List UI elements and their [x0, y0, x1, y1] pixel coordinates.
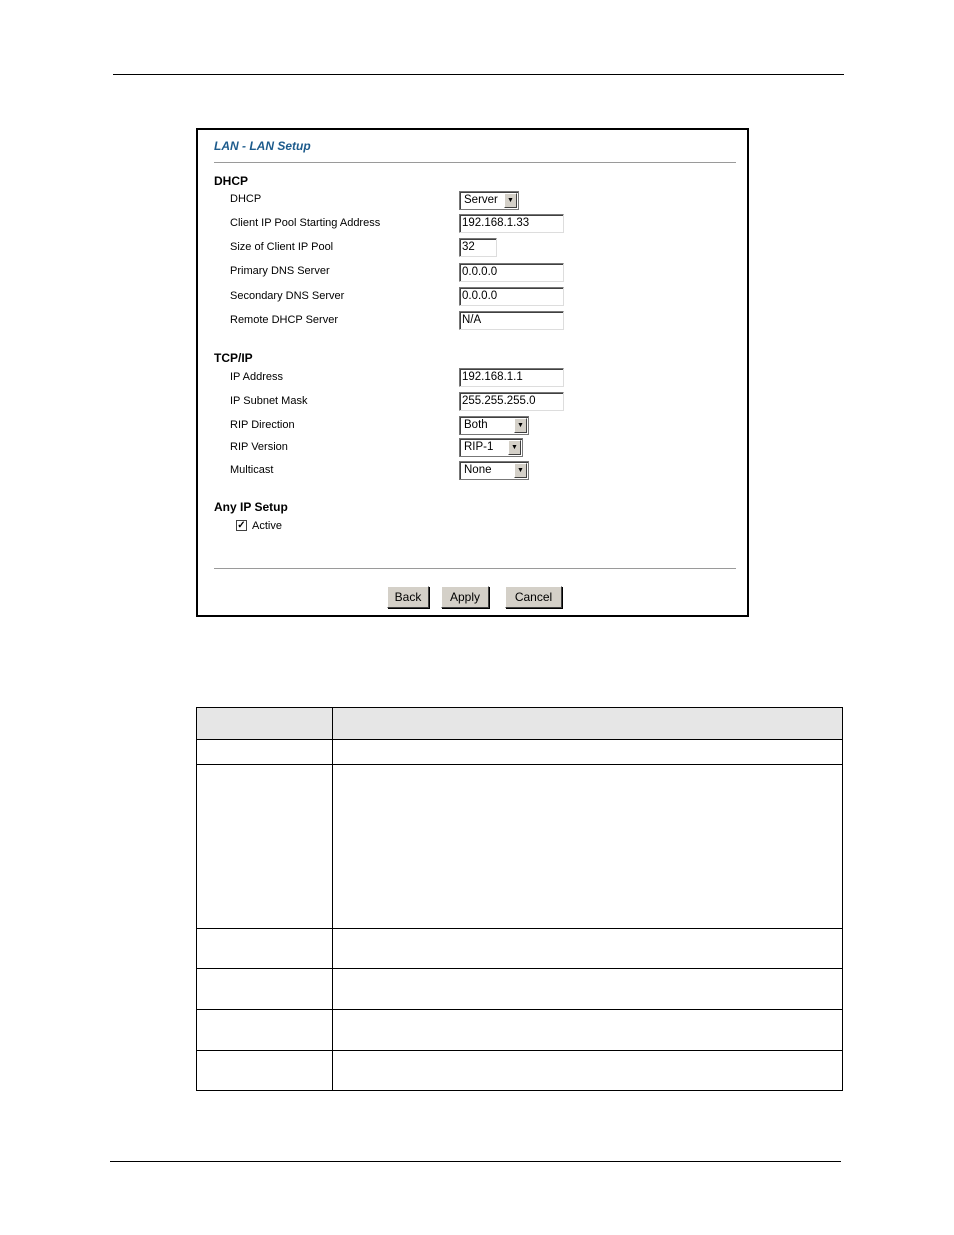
chevron-down-icon[interactable]: ▼: [508, 440, 521, 455]
table-row: [197, 1051, 843, 1091]
primary-dns-input[interactable]: 0.0.0.0: [459, 263, 564, 282]
table-cell: [333, 1051, 843, 1091]
pool-size-input[interactable]: 32: [459, 238, 497, 257]
multicast-label: Multicast: [230, 464, 274, 476]
primary-dns-label: Primary DNS Server: [230, 265, 330, 277]
table-header-cell: [333, 708, 843, 740]
subnet-mask-label: IP Subnet Mask: [230, 395, 308, 407]
table-cell: [197, 969, 333, 1010]
subnet-mask-input[interactable]: 255.255.255.0: [459, 392, 564, 411]
table-row: [197, 765, 843, 929]
lan-setup-panel: [196, 128, 749, 617]
table-cell: [197, 740, 333, 765]
multicast-value: None: [464, 464, 492, 476]
remote-dhcp-input[interactable]: N/A: [459, 311, 564, 330]
pool-start-label: Client IP Pool Starting Address: [230, 217, 381, 229]
rip-version-label: RIP Version: [230, 441, 288, 453]
active-label: Active: [252, 520, 282, 532]
dhcp-label: DHCP: [230, 193, 262, 205]
footer-rule: [110, 1161, 841, 1162]
table-row: [197, 1010, 843, 1051]
table-row: [197, 969, 843, 1010]
pool-size-label: Size of Client IP Pool: [230, 241, 334, 253]
table-row: [197, 929, 843, 969]
table-cell: [197, 929, 333, 969]
dhcp-section-heading: DHCP: [214, 174, 249, 188]
description-table: [196, 707, 843, 1091]
table-cell: [333, 740, 843, 765]
table-cell: [333, 929, 843, 969]
multicast-select[interactable]: [459, 461, 529, 480]
rip-direction-label: RIP Direction: [230, 419, 295, 431]
table-cell: [333, 1010, 843, 1051]
secondary-dns-input[interactable]: 0.0.0.0: [459, 287, 564, 306]
dhcp-select[interactable]: [459, 191, 519, 210]
rip-direction-select[interactable]: [459, 416, 529, 435]
table-cell: [197, 1051, 333, 1091]
ip-address-input[interactable]: 192.168.1.1: [459, 368, 564, 387]
table-header-row: [197, 708, 843, 740]
header-rule: [113, 74, 844, 75]
active-checkbox[interactable]: [236, 520, 247, 531]
remote-dhcp-label: Remote DHCP Server: [230, 314, 338, 326]
back-button[interactable]: Back: [387, 586, 429, 608]
dhcp-select-value: Server: [464, 194, 498, 206]
pool-start-input[interactable]: 192.168.1.33: [459, 214, 564, 233]
rip-direction-value: Both: [464, 419, 488, 431]
chevron-down-icon[interactable]: ▼: [514, 463, 527, 478]
table-cell: [197, 1010, 333, 1051]
anyip-section-heading: Any IP Setup: [214, 500, 288, 514]
table-header-cell: [197, 708, 333, 740]
cancel-button[interactable]: Cancel: [505, 586, 562, 608]
rip-version-select[interactable]: [459, 438, 523, 457]
checkmark-icon: ✓: [237, 520, 246, 531]
secondary-dns-label: Secondary DNS Server: [230, 290, 345, 302]
tcpip-section-heading: TCP/IP: [214, 351, 253, 365]
chevron-down-icon[interactable]: ▼: [504, 193, 517, 208]
rip-version-value: RIP-1: [464, 441, 494, 453]
panel-title: LAN - LAN Setup: [214, 139, 311, 153]
title-divider: [214, 162, 736, 163]
table-row: [197, 740, 843, 765]
chevron-down-icon[interactable]: ▼: [514, 418, 527, 433]
table-cell: [197, 765, 333, 929]
footer-divider: [214, 568, 736, 569]
ip-address-label: IP Address: [230, 371, 283, 383]
table-cell: [333, 969, 843, 1010]
apply-button[interactable]: Apply: [441, 586, 489, 608]
table-cell: [333, 765, 843, 929]
